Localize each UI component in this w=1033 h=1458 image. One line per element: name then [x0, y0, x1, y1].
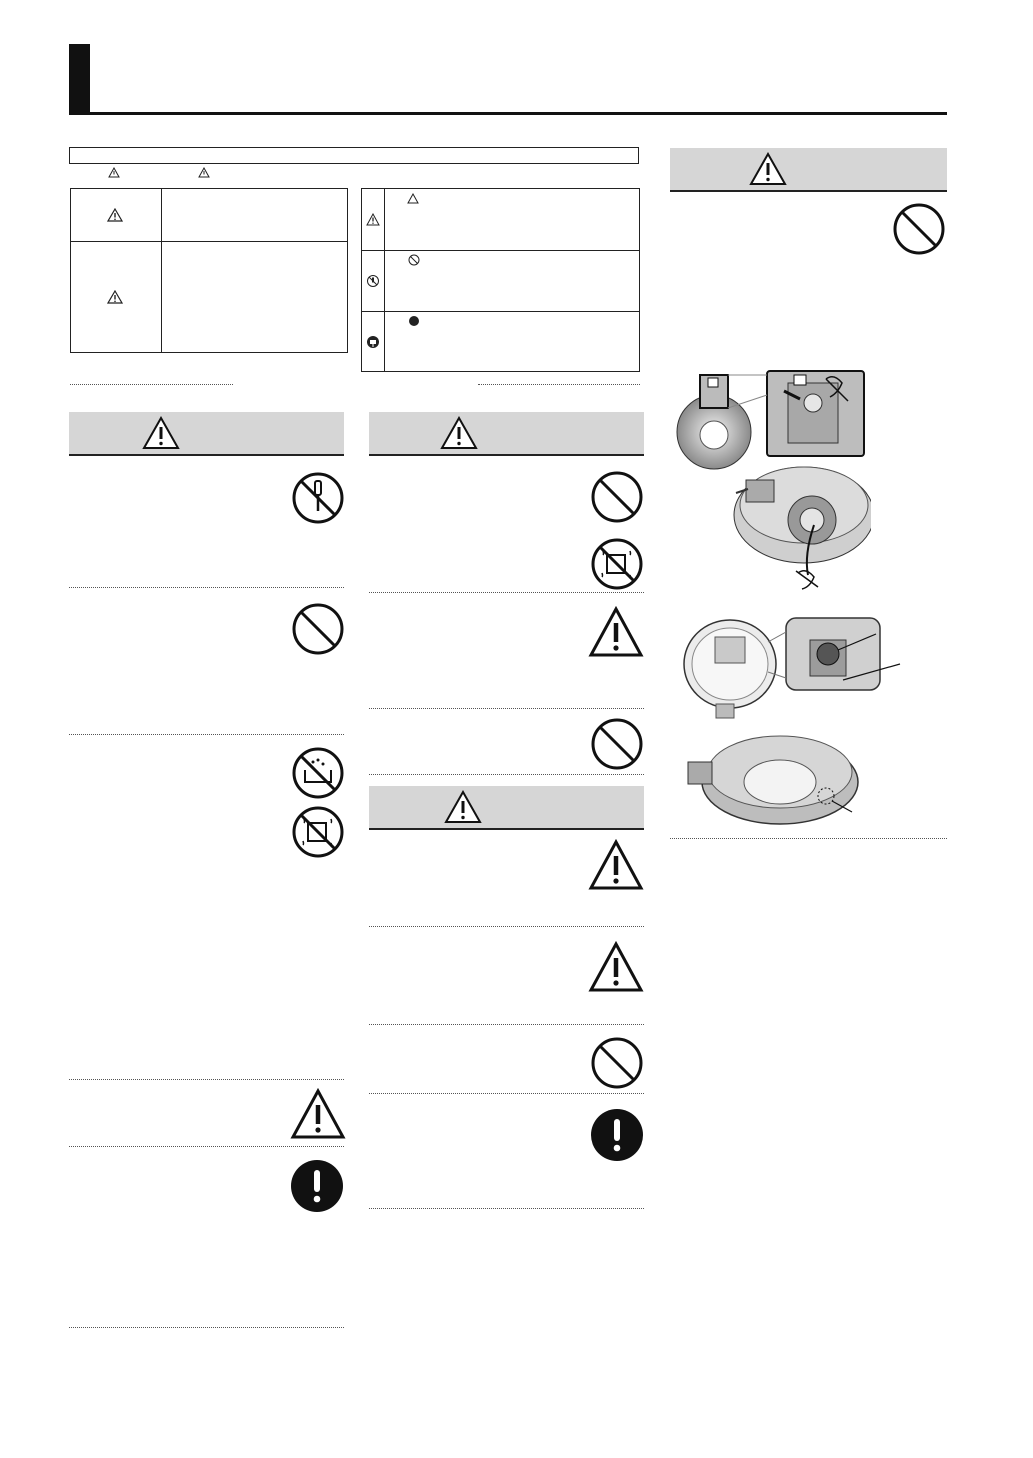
symbol-row-prohibited [362, 250, 639, 312]
warning-triangle-icon [107, 208, 123, 222]
prohibited-icon [590, 470, 644, 524]
prohibited-icon [590, 717, 644, 771]
no-disassemble-icon [291, 471, 345, 525]
caution-header-col3 [670, 148, 947, 192]
no-water-spray-icon [291, 746, 345, 800]
prohibited-icon [291, 602, 345, 656]
section-title-rule [69, 112, 947, 115]
prohibited-icon [590, 1036, 644, 1090]
no-water-icon [590, 537, 644, 591]
hazard-legend-table [70, 188, 348, 353]
mandatory-action-icon [590, 1108, 644, 1162]
legend-row-warning [71, 189, 347, 242]
filled-circle-icon [408, 315, 420, 327]
triangle-outline-icon [407, 193, 419, 204]
caution-icon [444, 790, 482, 824]
symbol-row-mandatory [362, 311, 639, 372]
warning-triangle-icon [588, 839, 644, 891]
unplug-small-icon [366, 335, 380, 349]
warning-triangle-icon [588, 941, 644, 993]
small-caution-icon [198, 167, 210, 178]
warning-symbol-icon [366, 213, 380, 226]
section-title-block [69, 44, 90, 115]
pad-sensor-illustration [680, 612, 910, 837]
warning-header-col2 [369, 412, 644, 456]
warning-triangle-icon [588, 606, 644, 658]
warning-header-col1 [69, 412, 344, 456]
small-warning-icon [108, 167, 120, 178]
symbol-row-triangle [362, 189, 639, 251]
warning-icon [440, 416, 478, 450]
legend-row-caution [71, 241, 347, 353]
caution-icon [749, 152, 787, 186]
caution-label [71, 241, 162, 353]
pad-mount-illustration [676, 365, 871, 590]
caution-triangle-icon [107, 290, 123, 304]
warning-triangle-icon [290, 1088, 346, 1140]
prohibited-outline-icon [408, 254, 420, 266]
warning-label [71, 189, 162, 241]
symbol-legend-table [361, 188, 640, 372]
no-disassemble-small-icon [366, 274, 380, 288]
caution-header-col2 [369, 786, 644, 830]
warning-icon [142, 416, 180, 450]
mandatory-action-icon [290, 1159, 344, 1213]
no-water-icon [291, 805, 345, 859]
prohibited-icon [892, 202, 946, 256]
instructions-banner [69, 147, 639, 164]
